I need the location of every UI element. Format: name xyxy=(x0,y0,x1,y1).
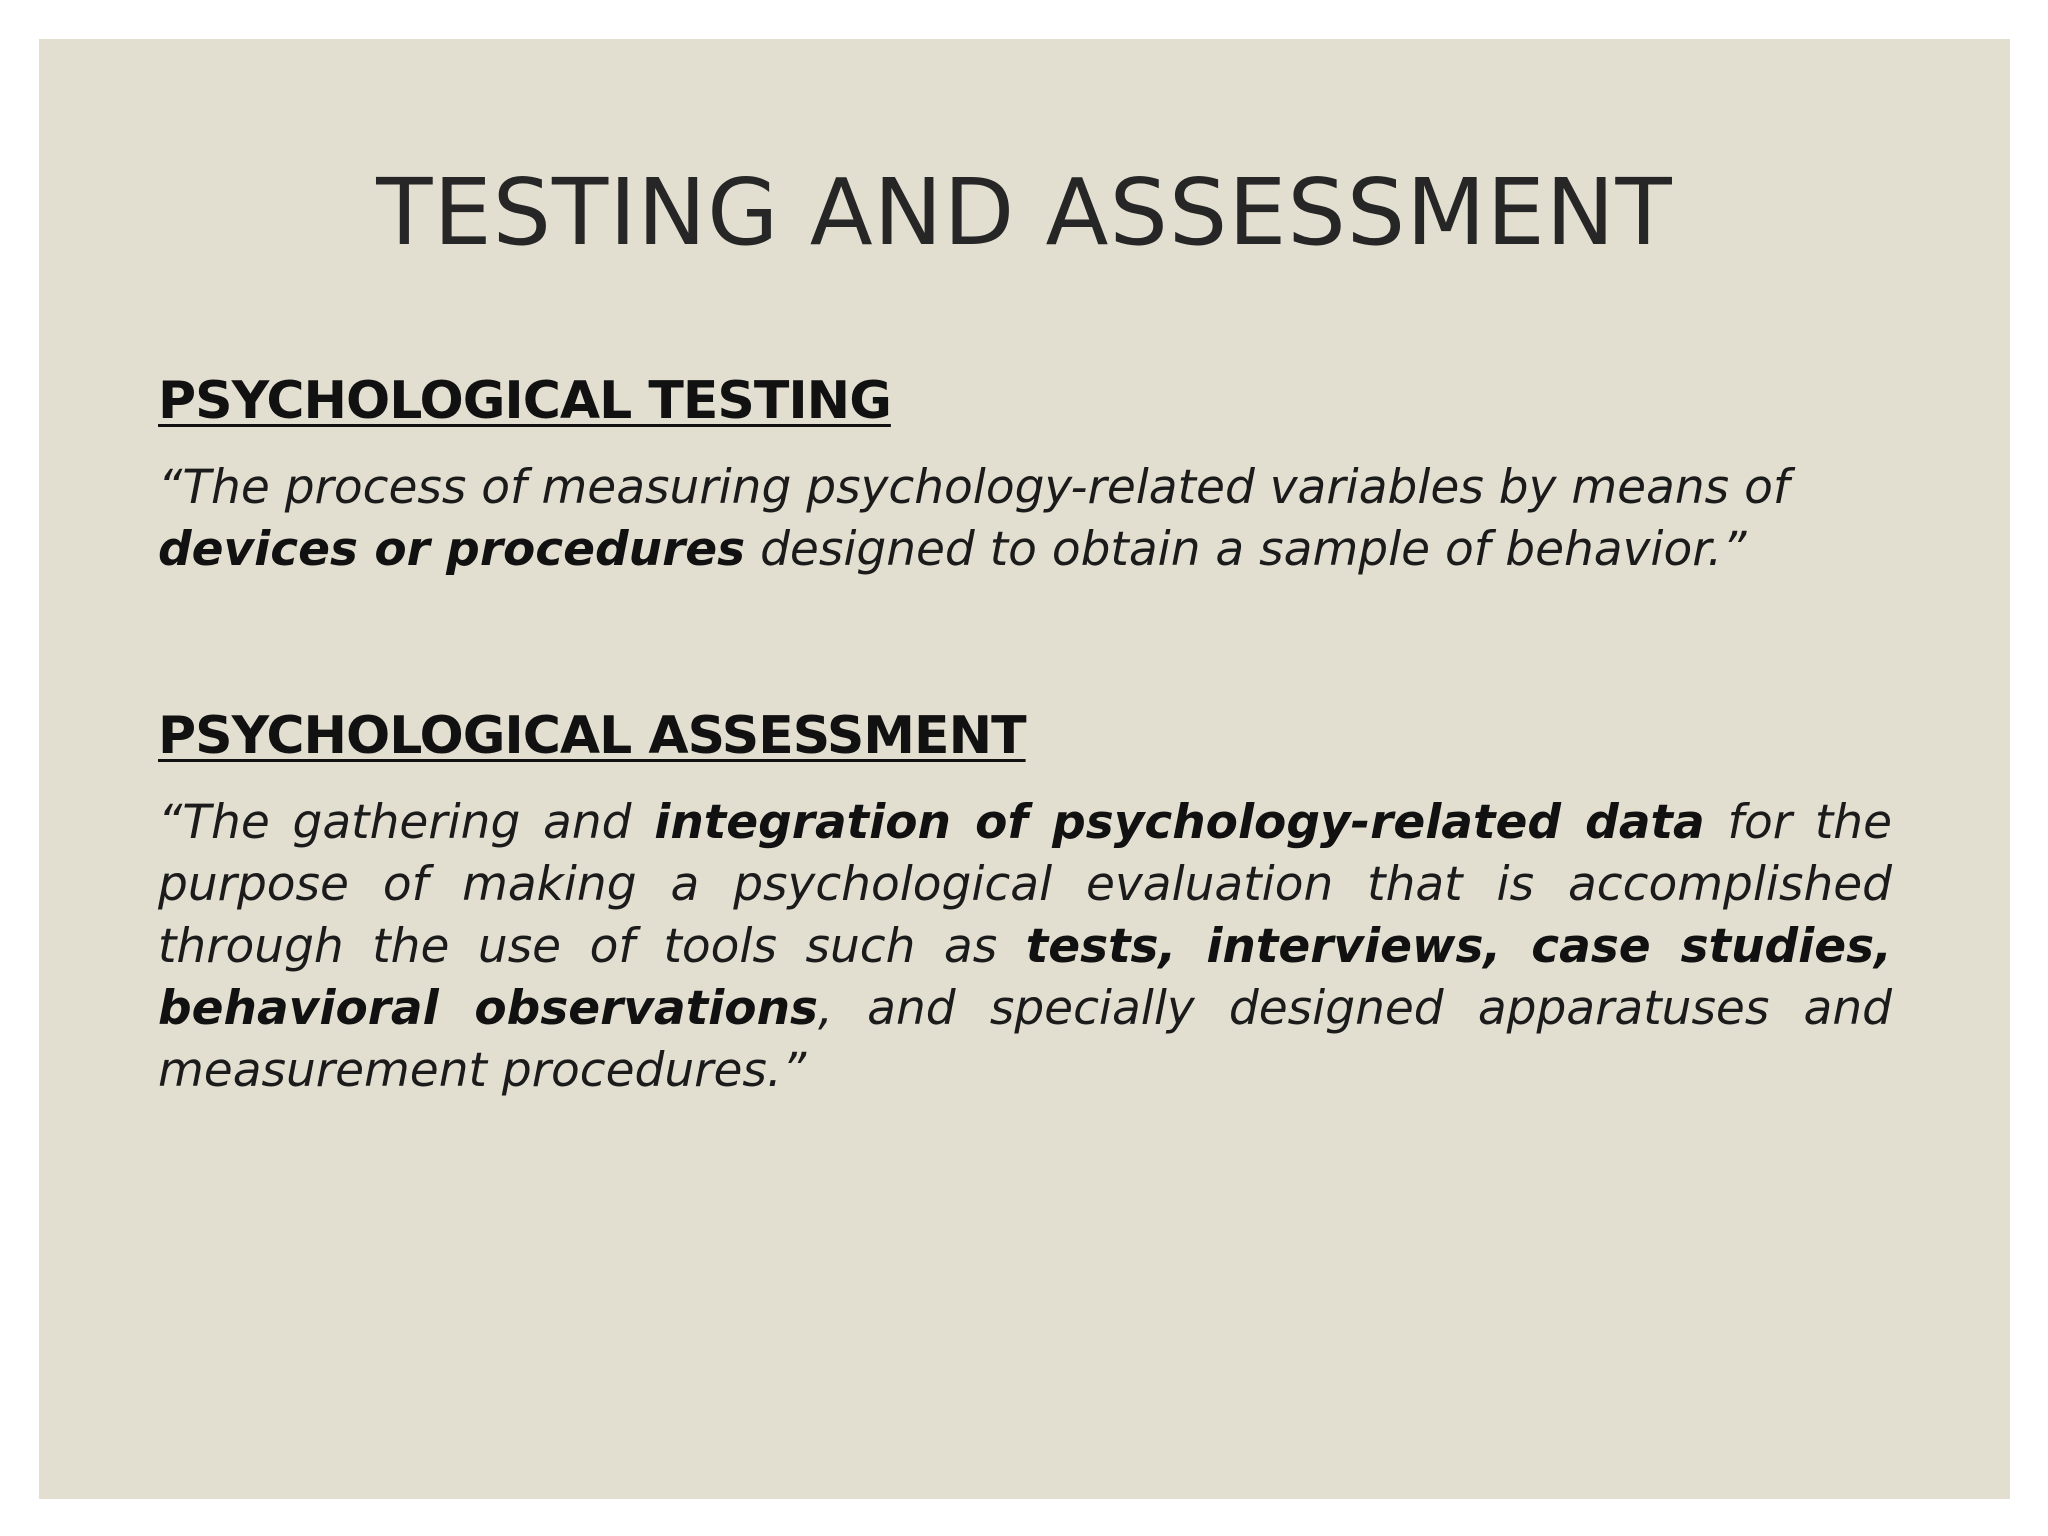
testing-heading: PSYCHOLOGICAL TESTING xyxy=(158,371,891,431)
testing-definition-text: designed to obtain a sample of behavior.” xyxy=(745,522,1747,577)
slide xyxy=(39,39,2010,1499)
testing-definition xyxy=(158,457,1892,581)
testing-definition-text: “The process of measuring psychology-related variables by means of xyxy=(158,460,1790,515)
testing-section xyxy=(158,371,1892,581)
assessment-definition-text: for the purpose of making a psychological evaluation that is accomplished through the use of tools such as xyxy=(158,795,1892,974)
assessment-definition-text: “The gathering and xyxy=(158,795,655,850)
assessment-definition xyxy=(158,792,1892,1102)
testing-definition-emphasis: devices or procedures xyxy=(158,522,746,577)
assessment-section xyxy=(158,706,1892,1102)
assessment-definition-text: , and specially designed apparatuses and measurement procedures.” xyxy=(158,981,1892,1098)
assessment-definition-emphasis: integration of psychology-related data xyxy=(654,795,1705,850)
assessment-definition-emphasis: tests, interviews, case studies, behavioral observations xyxy=(158,919,1892,1036)
slide-title: TESTING AND ASSESSMENT xyxy=(376,159,1673,266)
assessment-heading: PSYCHOLOGICAL ASSESSMENT xyxy=(158,706,1026,766)
